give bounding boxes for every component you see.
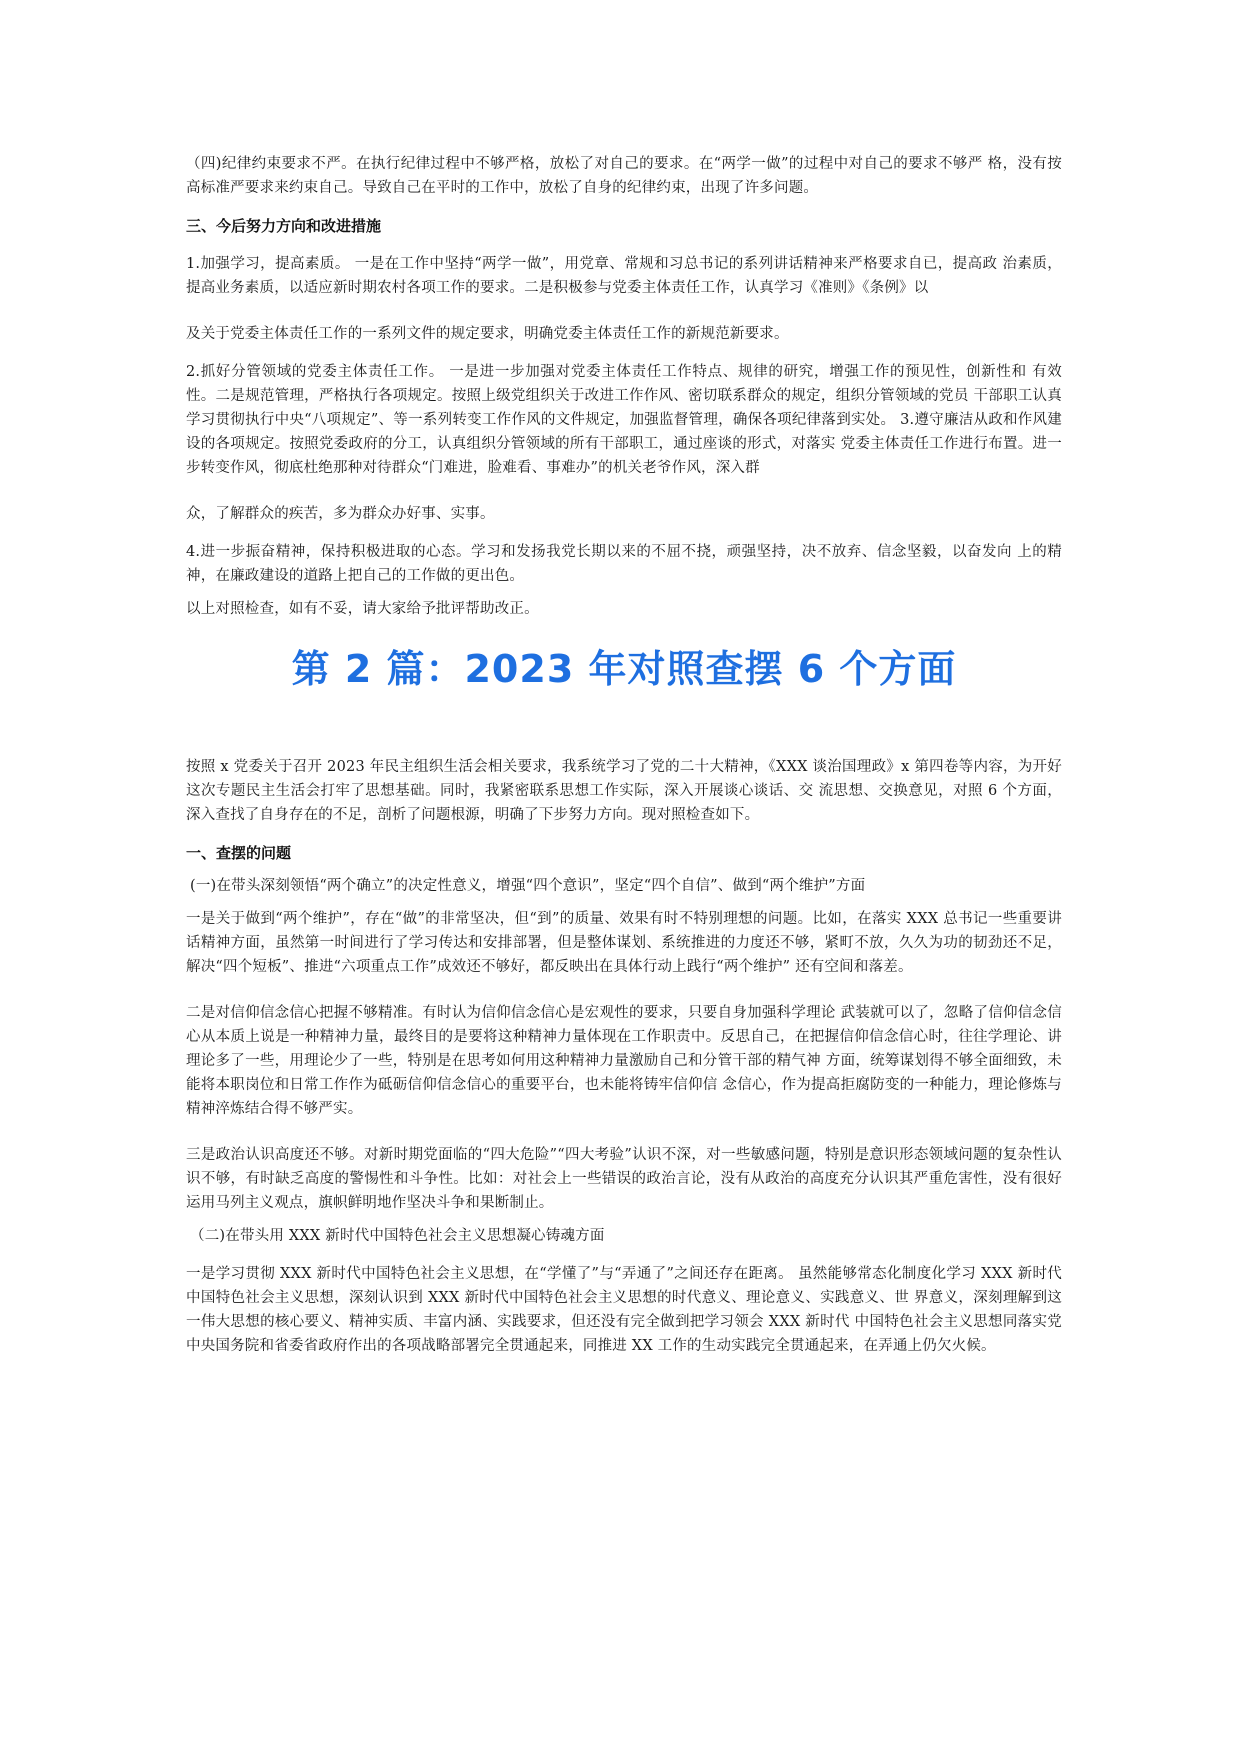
- paragraph-spirit: 4.进一步振奋精神，保持积极进取的心态。学习和发扬我党长期以来的不屈不挠，顽强坚持，决不放弃、信念坚毅，以奋发向 上的精神，在廉政建设的道路上把自己的工作做的更出色。: [186, 544, 1062, 584]
- paragraph-study-continued: 及关于党委主体责任工作的一系列文件的规定要求，明确党委主体责任工作的新规范新要求。: [186, 326, 789, 342]
- subheading-2: （二)在带头用 XXX 新时代中国特色社会主义思想凝心铸魂方面: [190, 1228, 605, 1244]
- paragraph-responsibility-continued: 众，了解群众的疾苦，多为群众办好事、实事。: [186, 506, 495, 522]
- document-body: [186, 152, 1062, 1358]
- paragraph-two-safeguards: 一是关于做到“两个维护”，存在“做”的非常坚决，但“到”的质量、效果有时不特别理想的问题。比如，在落实 XXX 总书记一些重要讲话精神方面，虽然第一时间进行了学习传达和安排部署，但是整体谋划、系统推进的力度还不够，紧町不放，久久为功的韧劲还不足，解决“四个短板”、推进“六项重点工作”成效还不够好，都反映出在具体行动上践行“两个维护” 还有空间和落差。: [186, 911, 1062, 975]
- paragraph-political-awareness: 三是政治认识高度还不够。对新时期党面临的“四大危险”“四大考验”认识不深，对一些敏感问题，特别是意识形态领域问题的复杂性认识不够，有时缺乏高度的警惕性和斗争性。比如：对社会上一些错误的政治言论，没有从政治的高度充分认识其严重危害性，没有很好运用马列主义观点，旗帜鲜明地作坚决斗争和果断制止。: [186, 1147, 1062, 1211]
- paragraph-study: 1.加强学习，提高素质。 一是在工作中坚持“两学一做”，用党章、常规和习总书记的系列讲话精神来严格要求自已，提高政 治素质，提高业务素质，以适应新时期农村各项工作的要求。二是积极参与党委主体责任工作，认真学习《准则》《条例》以: [186, 256, 1062, 296]
- subheading-1: (一)在带头深刻领悟“两个确立”的决定性意义，增强“四个意识”，坚定“四个自信”、做到“两个维护”方面: [190, 878, 866, 894]
- part-title: 第 2 篇：2023 年对照查摆 6 个方面: [291, 647, 957, 691]
- paragraph-thought-study: 一是学习贯彻 XXX 新时代中国特色社会主义思想，在“学懂了”与“弄通了”之间还存在距离。 虽然能够常态化制度化学习 XXX 新时代中国特色社会主义思想，深刻认识到 XXX 新时代中国特色社会主义思想的时代意义、理论意义、实践意义、世 界意义，深刻理解到这一伟大思想的核心要义、精神实质、丰富内涵、实践要求，但还没有完全做到把学习领会 XXX 新时代 中国特色社会主义思想同落实党中央国务院和省委省政府作出的各项战略部署完全贯通起来，同推进 XX 工作的生动实践完全贯通起来，在弄通上仍欠火候。: [186, 1266, 1062, 1354]
- paragraph-closing: 以上对照检查，如有不妥，请大家给予批评帮助改正。: [186, 601, 539, 617]
- section-heading-improvement: 三、今后努力方向和改进措施: [186, 217, 382, 235]
- paragraph-faith: 二是对信仰信念信心把握不够精准。有时认为信仰信念信心是宏观性的要求，只要自身加强科学理论 武装就可以了，忽略了信仰信念信心从本质上说是一种精神力量，最终目的是要将这种精神力量体现在工作职责中。反思自己，在把握信仰信念信心时，往往学理论、讲理论多了一些，用理论少了一些，特别是在思考如何用这种精神力量激励自己和分管干部的精气神 方面，统筹谋划得不够全面细致，未能将本职岗位和日常工作作为砥砺信仰信念信心的重要平台，也未能将铸牢信仰信 念信心，作为提高拒腐防变的一种能力，理论修炼与精神淬炼结合得不够严实。: [186, 1005, 1062, 1117]
- section-heading-problems: 一、查摆的问题: [186, 844, 292, 862]
- paragraph-intro: 按照 x 党委关于召开 2023 年民主组织生活会相关要求，我系统学习了党的二十大精神，《XXX 谈治国理政》x 第四卷等内容，为开好这次专题民主生活会打牢了思想基础。同时，我紧密联系思想工作实际，深入开展谈心谈话、交 流思想、交换意见，对照 6 个方面，深入查找了自身存在的不足，剖析了问题根源，明确了下步努力方向。现对照检查如下。: [186, 759, 1062, 823]
- paragraph-discipline: （四)纪律约束要求不严。在执行纪律过程中不够严格，放松了对自己的要求。在“两学一做”的过程中对自己的要求不够严 格，没有按高标准严要求来约束自己。导致自己在平时的工作中，放松了自身的纪律约束，出现了许多问题。: [186, 156, 1062, 196]
- paragraph-responsibility: 2.抓好分管领域的党委主体责任工作。 一是进一步加强对党委主体责任工作特点、规律的研究，增强工作的预见性，创新性和 有效性。二是规范管理，严格执行各项规定。按照上级党组织关于改进工作作风、密切联系群众的规定，组织分管领域的党员 干部职工认真学习贯彻执行中央“八项规定”、等一系列转变工作作风的文件规定，加强监督管理，确保各项纪律落到实处。 3.遵守廉洁从政和作风建设的各项规定。按照党委政府的分工，认真组织分管领域的所有干部职工，通过座谈的形式，对落实 党委主体责任工作进行布置。进一步转变作风，彻底杜绝那种对待群众“门难进，脸难看、事难办”的机关老爷作风，深入群: [186, 364, 1062, 476]
